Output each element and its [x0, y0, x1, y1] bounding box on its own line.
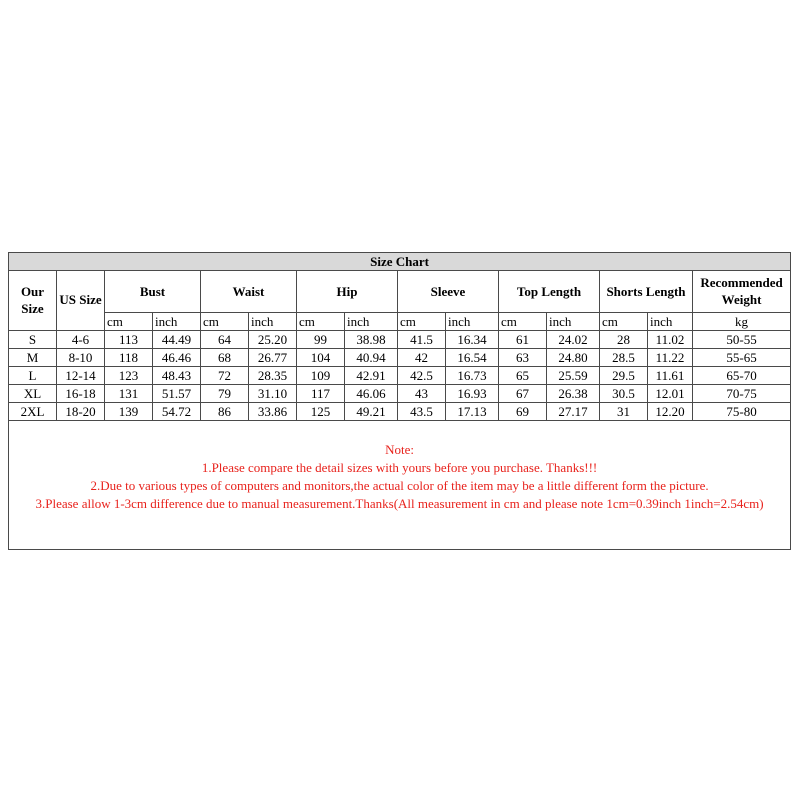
table-cell: 67	[499, 385, 547, 403]
table-cell: 118	[105, 349, 153, 367]
table-cell: 38.98	[345, 331, 398, 349]
table-cell: 69	[499, 403, 547, 421]
table-cell: 30.5	[600, 385, 648, 403]
table-cell: 12.20	[648, 403, 693, 421]
table-cell: 31.10	[249, 385, 297, 403]
table-cell: 24.02	[547, 331, 600, 349]
note-section	[9, 421, 791, 550]
table-row	[9, 367, 791, 385]
header-hip: Hip	[297, 271, 398, 313]
table-cell: 99	[297, 331, 345, 349]
table-cell: 86	[201, 403, 249, 421]
table-cell: 70-75	[693, 385, 791, 403]
table-cell: 29.5	[600, 367, 648, 385]
size-chart-table	[8, 252, 791, 550]
table-cell: 28	[600, 331, 648, 349]
table-cell: XL	[9, 385, 57, 403]
table-cell: 16.54	[446, 349, 499, 367]
table-cell: 72	[201, 367, 249, 385]
header-shorts-length: Shorts Length	[600, 271, 693, 313]
unit-top-length-inch: inch	[547, 313, 600, 331]
table-cell: 65	[499, 367, 547, 385]
unit-sleeve-cm: cm	[398, 313, 446, 331]
table-cell: 40.94	[345, 349, 398, 367]
header-us-size: US Size	[57, 271, 105, 331]
table-cell: M	[9, 349, 57, 367]
table-cell: 117	[297, 385, 345, 403]
table-cell: 11.02	[648, 331, 693, 349]
header-top-length: Top Length	[499, 271, 600, 313]
unit-top-length-cm: cm	[499, 313, 547, 331]
table-cell: 28.35	[249, 367, 297, 385]
table-cell: 54.72	[153, 403, 201, 421]
table-cell: 17.13	[446, 403, 499, 421]
table-cell: 104	[297, 349, 345, 367]
table-cell: 131	[105, 385, 153, 403]
table-cell: 27.17	[547, 403, 600, 421]
table-cell: 64	[201, 331, 249, 349]
table-cell: 25.20	[249, 331, 297, 349]
table-cell: 43.5	[398, 403, 446, 421]
table-cell: 4-6	[57, 331, 105, 349]
table-cell: 16.93	[446, 385, 499, 403]
table-cell: 26.77	[249, 349, 297, 367]
table-cell: 41.5	[398, 331, 446, 349]
table-cell: 12-14	[57, 367, 105, 385]
note-heading: Note:	[385, 442, 414, 457]
header-waist: Waist	[201, 271, 297, 313]
table-cell: 63	[499, 349, 547, 367]
table-cell: 16-18	[57, 385, 105, 403]
note-line-1: 1.Please compare the detail sizes with yours before you purchase. Thanks!!!	[201, 460, 598, 475]
table-row	[9, 385, 791, 403]
header-bust: Bust	[105, 271, 201, 313]
table-cell: 48.43	[153, 367, 201, 385]
table-cell: 11.22	[648, 349, 693, 367]
table-cell: 11.61	[648, 367, 693, 385]
table-cell: 46.46	[153, 349, 201, 367]
unit-hip-inch: inch	[345, 313, 398, 331]
table-cell: L	[9, 367, 57, 385]
table-cell: 33.86	[249, 403, 297, 421]
size-chart-body	[9, 331, 791, 550]
note-line-2: 2.Due to various types of computers and monitors,the actual color of the item may be a little different form the picture.	[90, 478, 709, 493]
table-cell: 139	[105, 403, 153, 421]
unit-weight-kg: kg	[693, 313, 791, 331]
table-cell: 65-70	[693, 367, 791, 385]
unit-sleeve-inch: inch	[446, 313, 499, 331]
table-cell: 16.34	[446, 331, 499, 349]
table-cell: 12.01	[648, 385, 693, 403]
table-cell: 79	[201, 385, 249, 403]
table-cell: 28.5	[600, 349, 648, 367]
table-cell: 44.49	[153, 331, 201, 349]
table-cell: 16.73	[446, 367, 499, 385]
table-cell: 31	[600, 403, 648, 421]
unit-waist-cm: cm	[201, 313, 249, 331]
table-cell: 51.57	[153, 385, 201, 403]
table-row	[9, 331, 791, 349]
table-cell: 50-55	[693, 331, 791, 349]
table-cell: 43	[398, 385, 446, 403]
unit-hip-cm: cm	[297, 313, 345, 331]
table-cell: 42	[398, 349, 446, 367]
table-cell: 25.59	[547, 367, 600, 385]
size-chart-title: Size Chart	[9, 253, 791, 271]
table-cell: 18-20	[57, 403, 105, 421]
unit-bust-inch: inch	[153, 313, 201, 331]
table-cell: 68	[201, 349, 249, 367]
table-cell: 55-65	[693, 349, 791, 367]
table-cell: 75-80	[693, 403, 791, 421]
table-cell: 125	[297, 403, 345, 421]
table-cell: 42.5	[398, 367, 446, 385]
header-sleeve: Sleeve	[398, 271, 499, 313]
table-cell: 2XL	[9, 403, 57, 421]
note-line-3: 3.Please allow 1-3cm difference due to manual measurement.Thanks(All measurement in cm and please note 1cm=0.39inch 1inch=2.54cm)	[35, 496, 764, 511]
unit-bust-cm: cm	[105, 313, 153, 331]
table-cell: 109	[297, 367, 345, 385]
table-cell: 26.38	[547, 385, 600, 403]
table-cell: 123	[105, 367, 153, 385]
table-cell: 42.91	[345, 367, 398, 385]
header-recommended-weight: Recommended Weight	[693, 271, 791, 313]
table-cell: S	[9, 331, 57, 349]
table-cell: 46.06	[345, 385, 398, 403]
table-cell: 24.80	[547, 349, 600, 367]
unit-shorts-length-inch: inch	[648, 313, 693, 331]
table-row	[9, 403, 791, 421]
table-row	[9, 349, 791, 367]
table-cell: 8-10	[57, 349, 105, 367]
table-cell: 61	[499, 331, 547, 349]
unit-shorts-length-cm: cm	[600, 313, 648, 331]
table-cell: 113	[105, 331, 153, 349]
table-cell: 49.21	[345, 403, 398, 421]
header-our-size: Our Size	[9, 271, 57, 331]
unit-waist-inch: inch	[249, 313, 297, 331]
